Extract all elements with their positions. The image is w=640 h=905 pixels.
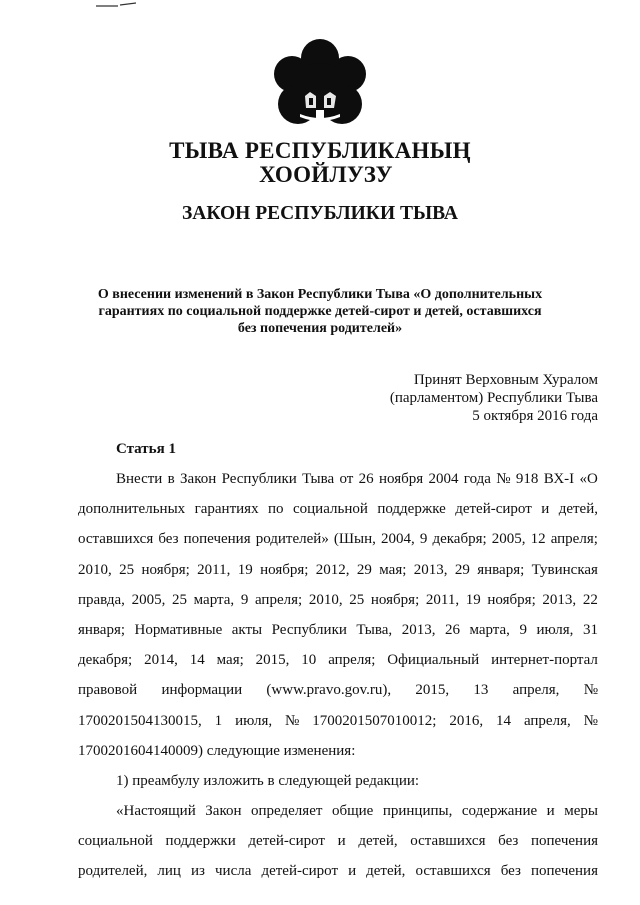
body-word: принципы,: [382, 803, 453, 820]
body-word: и: [337, 833, 346, 850]
body-line: [78, 796, 598, 826]
body-word: поддержке: [377, 501, 446, 518]
adoption-date: 5 октября 2016 года: [472, 408, 598, 424]
body-word: ноября;: [370, 591, 420, 608]
body-word: «О: [579, 471, 598, 487]
body-word: правовой: [78, 682, 138, 699]
body-word: определяет: [251, 803, 323, 820]
body-word: детей,: [558, 501, 598, 518]
body-word: 26: [358, 471, 374, 487]
body-word: апреля;: [328, 652, 376, 669]
body-line: [78, 645, 598, 675]
body-word: 22: [582, 591, 598, 608]
body-word: 2010,: [308, 591, 343, 608]
body-word: детей-сирот: [455, 501, 532, 518]
body-word: 2005,: [491, 531, 526, 548]
body-word: марта,: [469, 621, 510, 638]
body-word: 2014,: [144, 652, 178, 669]
body-line: [78, 524, 598, 554]
body-word: лиц: [157, 863, 181, 880]
body-word: «Настоящий: [116, 803, 196, 820]
body-line: 1700201604140009) следующие изменения:: [78, 742, 356, 759]
body-line: [78, 856, 598, 886]
body-word: 9: [519, 621, 527, 638]
body-word: 12: [530, 531, 546, 548]
body-word: социальной: [78, 833, 153, 850]
body-word: 2015,: [415, 682, 450, 699]
body-word: апреля;: [254, 591, 303, 608]
body-word: 31: [582, 621, 598, 638]
body-word: января;: [78, 621, 126, 638]
body-word: и: [546, 803, 555, 820]
body-word: 2010,: [78, 561, 112, 578]
body-word: 25: [119, 561, 135, 578]
adoption-block: [390, 371, 598, 425]
body-word: Тувинская: [531, 561, 598, 578]
subject-line: гарантиях по социальной поддержке детей-сирот и детей, оставшихся: [98, 304, 542, 319]
body-word: 29: [454, 561, 470, 578]
body-word: 2004,: [381, 531, 415, 548]
body-word: 19: [465, 591, 481, 608]
body-line: [78, 706, 598, 736]
body-word: (www.pravo.gov.ru),: [266, 682, 392, 699]
body-word: 25: [172, 591, 187, 608]
body-word: родителей,: [78, 863, 148, 880]
body-word: поддержки: [165, 833, 236, 850]
body-word: июля,: [235, 712, 273, 729]
body-word: и: [348, 863, 357, 880]
body-word: 10: [301, 652, 317, 669]
body-word: Республики: [221, 471, 297, 487]
body-word: 13: [473, 682, 489, 699]
body-word: акты: [231, 621, 263, 638]
body-word: 14: [189, 652, 205, 669]
subject-line: без попечения родителей»: [237, 321, 403, 336]
body-word: Республики: [271, 621, 347, 638]
body-word: Внести: [116, 471, 163, 487]
body-word: детей-сирот: [248, 833, 325, 850]
body-word: попечения: [183, 531, 251, 548]
body-word: ноября: [378, 471, 424, 487]
body-word: 2011,: [425, 591, 460, 608]
body-word: информации: [161, 682, 243, 699]
body-word: дополнительных: [78, 501, 186, 518]
body-line: [78, 585, 598, 615]
body-line: [78, 464, 598, 494]
body-word: ноября;: [141, 561, 190, 578]
body-word: без: [500, 863, 521, 880]
body-word: №: [583, 682, 598, 699]
body-word: 2013,: [542, 591, 577, 608]
body-word: апреля,: [512, 682, 560, 699]
body-line: [78, 555, 598, 585]
body-word: 14: [496, 712, 512, 729]
body-line: 1) преамбулу изложить в следующей редакции:: [116, 772, 420, 789]
body-word: 2013,: [413, 561, 448, 578]
body-line: [78, 826, 598, 856]
title-tyvan-line1: ТЫВА РЕСПУБЛИКАНЫҢ: [169, 138, 471, 163]
body-word: мая;: [216, 652, 244, 669]
body-word: Закон: [205, 803, 242, 820]
body-word: оставшихся: [410, 833, 486, 850]
body-word: июля,: [536, 621, 574, 638]
body-line: [78, 675, 598, 705]
body-word: попечения: [530, 863, 598, 880]
body-word: 26: [444, 621, 460, 638]
body-word: (Шын,: [333, 531, 376, 548]
article-body: [78, 464, 598, 887]
body-word: ноября;: [487, 591, 536, 608]
body-word: из: [191, 863, 205, 880]
body-word: мая;: [379, 561, 407, 578]
body-word: 1700201504130015,: [78, 712, 202, 729]
body-word: марта,: [193, 591, 235, 608]
body-word: детей,: [366, 863, 406, 880]
body-word: 2011,: [197, 561, 231, 578]
body-word: 1700201507010012;: [312, 712, 437, 729]
body-word: 2004: [428, 471, 459, 487]
body-word: апреля,: [523, 712, 571, 729]
body-word: от: [339, 471, 354, 487]
body-word: без: [498, 833, 519, 850]
body-word: меры: [564, 803, 598, 820]
body-word: №: [496, 471, 511, 487]
body-word: апреля;: [550, 531, 598, 548]
title-tyvan-line2: ХООЙЛУЗУ: [259, 162, 393, 187]
body-word: 2016,: [449, 712, 484, 729]
body-word: №: [285, 712, 300, 729]
body-word: декабря;: [78, 652, 133, 669]
body-word: 2012,: [315, 561, 350, 578]
body-word: в: [167, 471, 175, 487]
body-word: 9: [419, 531, 428, 548]
body-word: без: [158, 531, 179, 548]
body-word: 2013,: [401, 621, 436, 638]
body-word: содержание: [461, 803, 538, 820]
body-word: 19: [237, 561, 253, 578]
body-word: гарантиях: [194, 501, 259, 518]
body-line: [78, 615, 598, 645]
body-word: 29: [356, 561, 372, 578]
body-line: [78, 494, 598, 524]
scan-mark: [96, 2, 136, 8]
body-word: января;: [477, 561, 525, 578]
body-word: Тыва,: [356, 621, 393, 638]
body-word: года: [463, 471, 491, 487]
body-word: и: [541, 501, 550, 518]
body-word: попечения: [531, 833, 598, 850]
body-word: 918: [515, 471, 539, 487]
body-word: Нормативные: [134, 621, 223, 638]
body-word: 2005,: [131, 591, 166, 608]
law-subject: [0, 286, 640, 337]
body-word: общие: [331, 803, 374, 820]
tuva-coat-of-arms-icon: [270, 36, 370, 136]
adoption-line: Принят Верховным Хуралом: [413, 372, 598, 388]
body-word: интернет-портал: [491, 652, 598, 669]
body-word: Официальный: [387, 652, 480, 669]
body-word: ВХ-I: [543, 471, 575, 487]
body-word: 9: [240, 591, 249, 608]
adoption-line: (парламентом) Республики Тыва: [389, 390, 598, 406]
body-word: социальной: [292, 501, 368, 518]
body-word: детей-сирот: [261, 863, 339, 880]
subject-line: О внесении изменений в Закон Республики Тыва «О дополнительных: [97, 287, 543, 302]
body-word: числа: [215, 863, 252, 880]
article-heading: Статья 1: [116, 441, 176, 457]
body-word: 25: [349, 591, 365, 608]
body-word: №: [583, 712, 598, 729]
body-word: 1: [214, 712, 223, 729]
body-word: 2015,: [255, 652, 290, 669]
body-word: Тыва: [302, 471, 335, 487]
body-word: оставшихся: [78, 531, 154, 548]
document-title: ЗАКОН РЕСПУБЛИКИ ТЫВА: [181, 203, 459, 224]
body-word: правда,: [78, 591, 125, 608]
body-word: детей,: [358, 833, 398, 850]
body-word: декабря;: [432, 531, 487, 548]
body-word: родителей»: [255, 531, 329, 548]
body-word: оставшихся: [415, 863, 491, 880]
body-word: по: [268, 501, 284, 518]
body-word: ноября;: [260, 561, 309, 578]
body-word: Закон: [180, 471, 217, 487]
